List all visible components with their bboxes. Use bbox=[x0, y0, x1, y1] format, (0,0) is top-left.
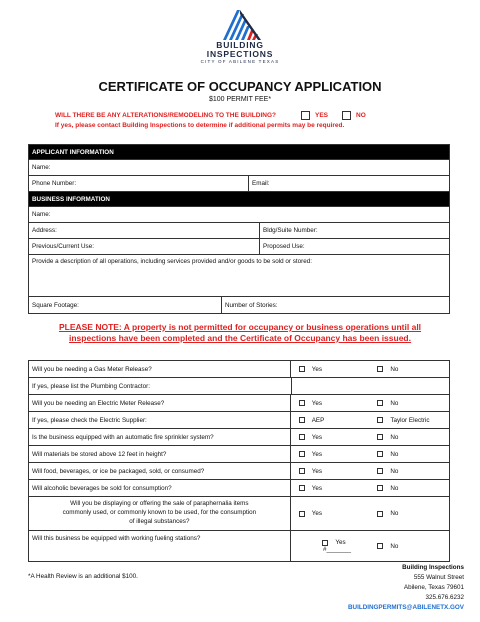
storage-yes-option[interactable] bbox=[290, 446, 370, 462]
fueling-count-field[interactable]: #_______ bbox=[323, 546, 352, 553]
option-label: Yes bbox=[311, 450, 322, 458]
permit-fee: $100 PERMIT FEE* bbox=[208, 96, 272, 103]
checkbox-icon[interactable] bbox=[299, 400, 305, 406]
question-fire-sprinkler bbox=[29, 429, 449, 446]
checkbox-icon[interactable] bbox=[299, 434, 305, 440]
option-label: Yes bbox=[311, 365, 322, 373]
checkbox-icon[interactable] bbox=[299, 485, 305, 491]
question-text: Is the business equipped with an automatic fire sprinkler system? bbox=[32, 433, 214, 441]
storage-no-option[interactable] bbox=[369, 446, 449, 462]
business-name-row[interactable] bbox=[29, 207, 449, 223]
question-paraphernalia bbox=[29, 497, 449, 531]
business-address-field[interactable]: Address: bbox=[32, 227, 57, 234]
option-label: Yes bbox=[311, 399, 322, 407]
alteration-yes-label: YES bbox=[315, 112, 329, 119]
notice-line-1: PLEASE NOTE: A property is not permitted for occupancy or business operations until all bbox=[58, 322, 422, 332]
business-description-field[interactable]: Provide a description of all operations, including services provided and/or goods to be sold or stored: bbox=[32, 258, 313, 265]
checkbox-icon[interactable] bbox=[377, 451, 383, 457]
business-description-row[interactable] bbox=[29, 255, 449, 297]
contact-city: Abilene, Texas 79601 bbox=[403, 584, 464, 591]
business-suite-field[interactable]: Bldg/Suite Number: bbox=[259, 223, 449, 238]
option-label: Yes bbox=[335, 539, 346, 546]
business-previous-use-field[interactable]: Previous/Current Use: bbox=[32, 243, 94, 250]
question-text bbox=[29, 497, 290, 530]
fueling-no-option[interactable] bbox=[369, 531, 449, 561]
option-label: Yes bbox=[311, 467, 322, 475]
question-line-2: commonly used, or commonly known to be used, for the consumption bbox=[62, 509, 257, 516]
question-text: Will you be needing a Gas Meter Release? bbox=[32, 365, 152, 373]
question-line-3: of illegal substances? bbox=[129, 518, 190, 525]
business-address-row bbox=[29, 223, 449, 239]
logo-line-2: INSPECTIONS bbox=[206, 49, 274, 59]
applicant-header-label: APPLICANT INFORMATION bbox=[32, 148, 114, 156]
fueling-yes-option[interactable] bbox=[290, 531, 370, 561]
logo-line-1: BUILDING bbox=[216, 40, 264, 50]
applicant-phone-field[interactable]: Phone Number: bbox=[32, 180, 77, 187]
checkbox-icon[interactable] bbox=[299, 366, 305, 372]
contact-block bbox=[348, 563, 464, 613]
electric-yes-option[interactable] bbox=[290, 395, 370, 411]
checkbox-icon[interactable] bbox=[377, 543, 383, 549]
option-label: No bbox=[390, 399, 399, 407]
option-label: No bbox=[390, 542, 399, 550]
checkbox-icon[interactable] bbox=[377, 485, 383, 491]
checkbox-icon[interactable] bbox=[377, 400, 383, 406]
logo-line-3: CITY OF ABILENE TEXAS bbox=[200, 59, 280, 64]
paraphernalia-yes-option[interactable] bbox=[290, 497, 370, 530]
alteration-note: If yes, please contact Building Inspections to determine if additional permits may be required. bbox=[55, 122, 345, 129]
question-plumbing-contractor bbox=[29, 378, 449, 395]
alteration-question-row bbox=[55, 111, 380, 120]
sprinkler-yes-option[interactable] bbox=[290, 429, 370, 445]
contact-phone: 325.676.6232 bbox=[425, 594, 464, 601]
checkbox-icon[interactable] bbox=[377, 511, 383, 517]
supplier-aep-option[interactable] bbox=[290, 412, 370, 428]
alteration-yes-option[interactable] bbox=[301, 111, 328, 120]
question-text: Will alcoholic beverages be sold for consumption? bbox=[32, 484, 172, 492]
question-text: Will you be needing an Electric Meter Release? bbox=[32, 399, 165, 407]
abilene-building-stripes-logo bbox=[217, 8, 263, 40]
health-review-footnote: *A Health Review is an additional $100. bbox=[28, 573, 138, 580]
business-size-row bbox=[29, 297, 449, 313]
contact-street: 555 Walnut Street bbox=[413, 574, 464, 581]
gas-yes-option[interactable] bbox=[290, 361, 370, 377]
checkbox-icon[interactable] bbox=[299, 468, 305, 474]
alcohol-no-option[interactable] bbox=[369, 480, 449, 496]
paraphernalia-no-option[interactable] bbox=[369, 497, 449, 530]
alteration-yes-checkbox[interactable] bbox=[301, 111, 310, 120]
checkbox-icon[interactable] bbox=[322, 540, 328, 546]
option-label: No bbox=[390, 467, 399, 475]
number-of-stories-field[interactable]: Number of Stories: bbox=[221, 297, 449, 313]
question-text: Will food, beverages, or ice be packaged, sold, or consumed? bbox=[32, 467, 205, 475]
gas-no-option[interactable] bbox=[369, 361, 449, 377]
option-label: No bbox=[390, 484, 399, 492]
question-alcohol bbox=[29, 480, 449, 497]
question-storage-height bbox=[29, 446, 449, 463]
business-use-row bbox=[29, 239, 449, 255]
checkbox-icon[interactable] bbox=[377, 417, 383, 423]
business-header-label: BUSINESS INFORMATION bbox=[32, 195, 110, 203]
food-yes-option[interactable] bbox=[290, 463, 370, 479]
contact-email-link[interactable]: BUILDINGPERMITS@ABILENETX.GOV bbox=[348, 604, 464, 611]
building-inspections-logo bbox=[0, 8, 480, 65]
contact-name: Building Inspections bbox=[402, 564, 464, 571]
option-label: Yes bbox=[311, 510, 322, 517]
applicant-name-row[interactable] bbox=[29, 160, 449, 176]
square-footage-field[interactable]: Square Footage: bbox=[32, 301, 79, 309]
alteration-no-label: NO bbox=[356, 112, 366, 119]
alteration-no-option[interactable] bbox=[342, 111, 366, 120]
checkbox-icon[interactable] bbox=[377, 434, 383, 440]
sprinkler-no-option[interactable] bbox=[369, 429, 449, 445]
option-label: Taylor Electric bbox=[390, 416, 430, 424]
question-gas-meter bbox=[29, 361, 449, 378]
option-label: No bbox=[390, 433, 399, 441]
occupancy-notice bbox=[0, 322, 480, 344]
question-text: Will this business be equipped with working fueling stations? bbox=[32, 535, 201, 542]
question-text: If yes, please check the Electric Supplier: bbox=[32, 416, 147, 424]
alteration-question: WILL THERE BE ANY ALTERATIONS/REMODELING TO THE BUILDING? bbox=[55, 112, 276, 119]
electric-no-option[interactable] bbox=[369, 395, 449, 411]
question-text: If yes, please list the Plumbing Contractor: bbox=[32, 382, 150, 390]
checkbox-icon[interactable] bbox=[299, 417, 305, 423]
notice-line-2: inspections have been completed and the Certificate of Occupancy has been issued. bbox=[69, 333, 411, 343]
business-header bbox=[29, 192, 449, 207]
questions-table bbox=[28, 360, 450, 562]
question-fueling-stations bbox=[29, 531, 449, 561]
option-label: Yes bbox=[311, 433, 322, 441]
document-title: CERTIFICATE OF OCCUPANCY APPLICATION bbox=[98, 79, 382, 94]
alteration-no-checkbox[interactable] bbox=[342, 111, 351, 120]
question-electric-meter bbox=[29, 395, 449, 412]
checkbox-icon[interactable] bbox=[377, 366, 383, 372]
option-label: AEP bbox=[311, 416, 325, 424]
business-name-field[interactable]: Name: bbox=[32, 211, 51, 218]
checkbox-icon[interactable] bbox=[299, 451, 305, 457]
question-food-beverages bbox=[29, 463, 449, 480]
option-label: No bbox=[390, 510, 399, 517]
applicant-contact-row bbox=[29, 176, 449, 192]
option-label: No bbox=[390, 450, 399, 458]
business-proposed-use-field[interactable]: Proposed Use: bbox=[259, 239, 449, 254]
alcohol-yes-option[interactable] bbox=[290, 480, 370, 496]
question-line-1: Will you be displaying or offering the sale of paraphernalia items bbox=[70, 500, 249, 507]
checkbox-icon[interactable] bbox=[299, 511, 305, 517]
question-text: Will materials be stored above 12 feet in height? bbox=[32, 450, 167, 458]
applicant-email-field[interactable]: Email: bbox=[248, 176, 449, 191]
option-label: No bbox=[390, 365, 399, 373]
option-label: Yes bbox=[311, 484, 322, 492]
applicant-name-field[interactable]: Name: bbox=[32, 164, 51, 171]
supplier-taylor-option[interactable] bbox=[369, 412, 449, 428]
food-no-option[interactable] bbox=[369, 463, 449, 479]
plumbing-contractor-field[interactable] bbox=[291, 378, 449, 394]
question-electric-supplier bbox=[29, 412, 449, 429]
information-form bbox=[28, 144, 450, 314]
applicant-header bbox=[29, 145, 449, 160]
checkbox-icon[interactable] bbox=[377, 468, 383, 474]
